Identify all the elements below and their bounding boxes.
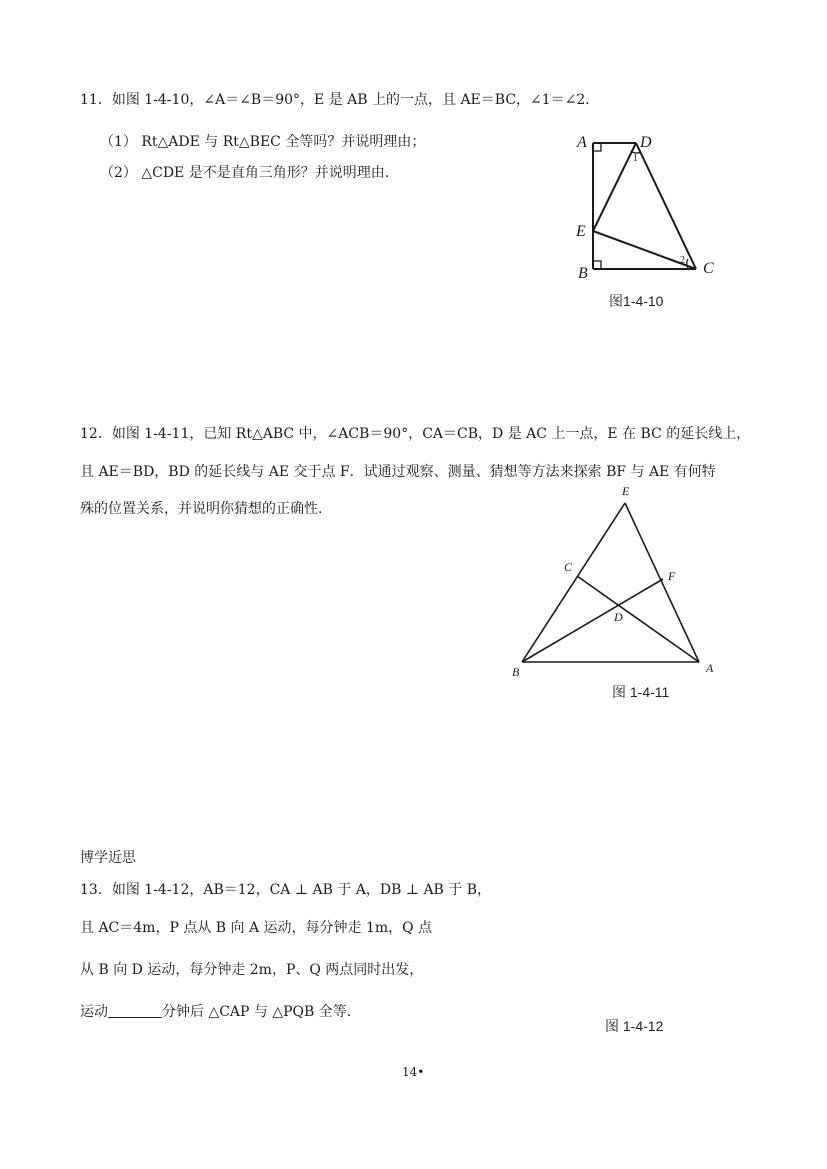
segment-EA — [625, 503, 699, 662]
q11-sub1: （1） Rt△ADE 与 Rt△BEC 全等吗？并说明理由； — [100, 134, 426, 150]
label-angle-1: 1 — [633, 153, 638, 164]
figure-1-4-10-caption: 图1-4-10 — [609, 293, 664, 309]
label-B: B — [578, 265, 588, 282]
label-C: C — [564, 560, 573, 574]
right-angle-mark-B — [593, 261, 601, 269]
label-C: C — [703, 260, 714, 277]
q12-line2: 且 AE＝BD，BD 的延长线与 AE 交于点 F．试通过观察、测量、猜想等方法来探索 BF 与 AE 有何特 — [80, 464, 716, 480]
label-A: A — [577, 134, 587, 151]
label-B: B — [512, 665, 520, 679]
q13-line3: 从 B 向 D 运动，每分钟走 2m，P、Q 两点同时出发， — [80, 962, 424, 978]
figure-1-4-12-caption: 图 1-4-12 — [605, 1018, 664, 1034]
q13-line4-before: 运动 — [80, 1004, 108, 1020]
q11-line1: 11．如图 1-4-10，∠A＝∠B＝90°，E 是 AB 上的一点，且 AE＝BC，∠1＝∠2． — [80, 92, 600, 108]
q12-line1: 12．如图 1-4-11，已知 Rt△ABC 中，∠ACB＝90°，CA＝CB，D 是 AC 上一点，E 在 BC 的延长线上， — [80, 426, 751, 442]
angle-arc-2 — [687, 259, 688, 268]
label-angle-2: 2 — [680, 255, 685, 266]
label-D: D — [614, 610, 623, 624]
segment-DE — [593, 143, 636, 231]
q13-line1: 13．如图 1-4-12，AB＝12，CA ⊥ AB 于 A，DB ⊥ AB 于 B， — [80, 882, 492, 898]
section-title: 博学近思 — [80, 850, 136, 866]
figure-1-4-10 — [570, 125, 730, 285]
segment-BE — [522, 503, 625, 662]
label-E: E — [576, 223, 586, 240]
answer-blank[interactable] — [108, 1003, 162, 1018]
page-number: 14• — [402, 1065, 425, 1079]
label-D: D — [640, 134, 652, 151]
q12-line3: 殊的位置关系，并说明你猜想的正确性. — [80, 501, 323, 517]
label-E: E — [622, 484, 630, 498]
figure-1-4-11-caption: 图 1-4-11 — [612, 684, 670, 700]
q11-sub2: （2） △CDE 是不是直角三角形？并说明理由. — [100, 165, 390, 181]
segment-BF — [522, 579, 663, 662]
label-A: A — [706, 661, 714, 675]
right-angle-mark-A — [593, 143, 601, 151]
figure-1-4-11 — [505, 480, 725, 685]
q13-line2: 且 AC＝4m，P 点从 B 向 A 运动，每分钟走 1m，Q 点 — [80, 920, 433, 936]
label-F: F — [668, 569, 676, 583]
q13-line4-after: 分钟后 △CAP 与 △PQB 全等. — [162, 1004, 352, 1020]
q13-line4 — [80, 1002, 351, 1022]
